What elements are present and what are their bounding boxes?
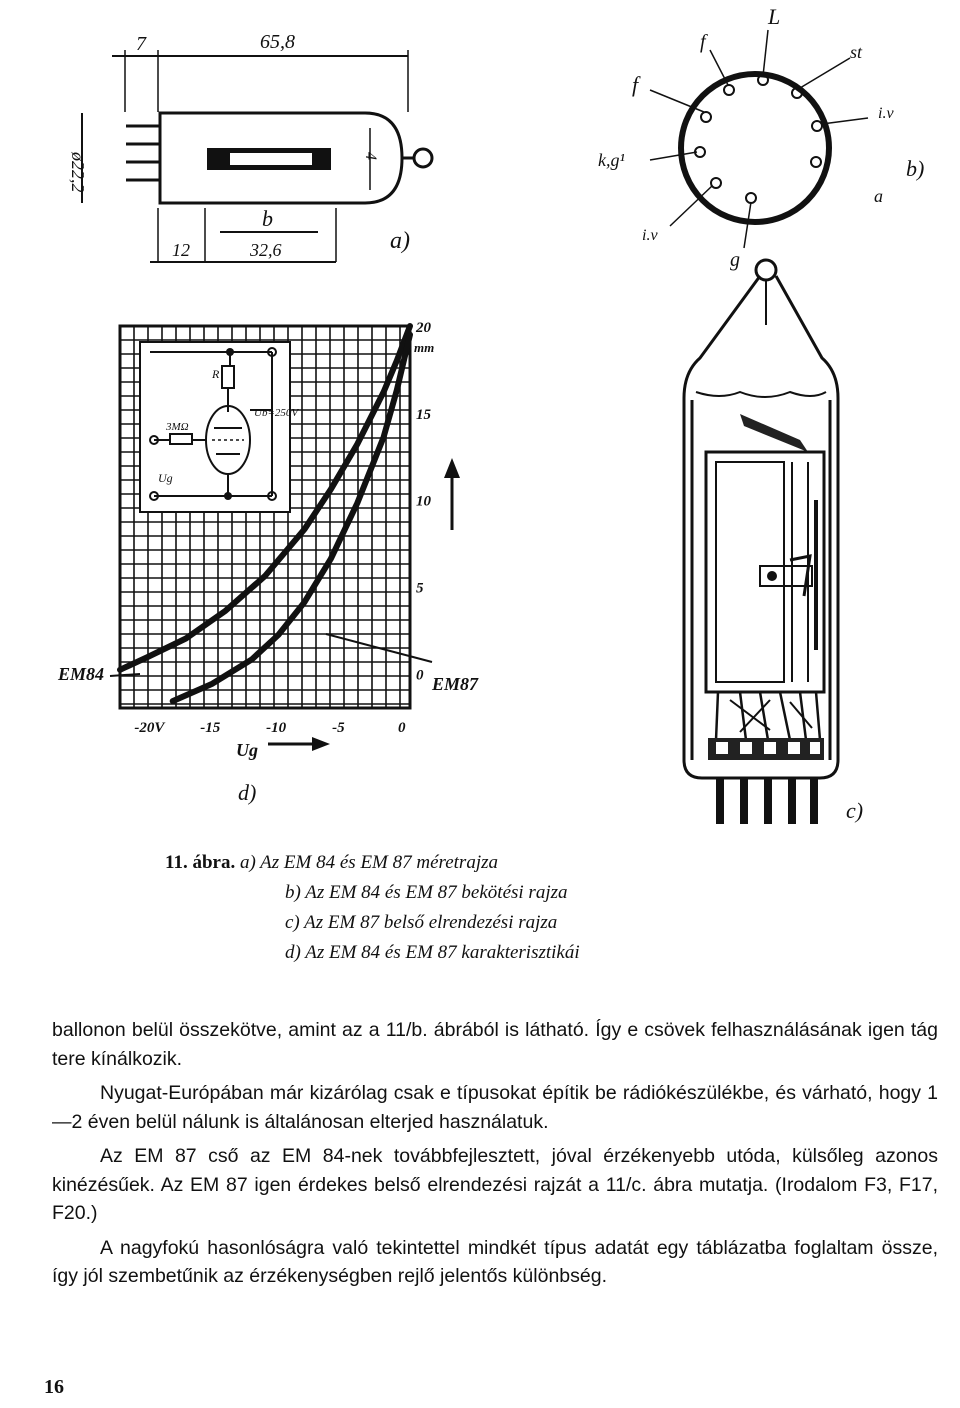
- dim-offset: 12: [172, 240, 190, 260]
- caption-line-b: b) Az EM 84 és EM 87 bekötési rajza: [285, 882, 568, 903]
- pin-label-f1: f: [700, 31, 706, 53]
- pin-label-iv1: i.v: [642, 227, 658, 244]
- y-unit-label: mm: [414, 340, 435, 355]
- body-text: [52, 1016, 938, 1297]
- pin-label-f2: f: [632, 72, 639, 97]
- panel-b-label: b): [906, 156, 925, 181]
- figure-caption: [165, 848, 785, 968]
- caption-line-c: c) Az EM 87 belső elrendezési rajza: [285, 912, 558, 933]
- x-tick-label: -10: [266, 720, 287, 736]
- dim-window: 4: [362, 152, 379, 160]
- dim-diameter: ø22,2: [68, 152, 88, 193]
- pin-label-g: g: [730, 249, 740, 271]
- x-tick-label: 0: [398, 720, 406, 736]
- panel-b-pin-diagram: [598, 4, 924, 271]
- caption-number: 11. ábra.: [165, 852, 236, 873]
- circuit-label-r: R: [212, 367, 220, 381]
- page-number: 16: [44, 1376, 64, 1398]
- caption-line-a: a) Az EM 84 és EM 87 méretrajza: [239, 852, 499, 873]
- y-tick-label: 15: [416, 406, 431, 423]
- circuit-label-ub: Ub=250V: [254, 407, 299, 419]
- pin-label-kg: k,g¹: [598, 150, 625, 170]
- x-tick-label: -15: [200, 720, 221, 736]
- panel-d-chart: [57, 320, 479, 805]
- pin-label-st: st: [850, 42, 863, 62]
- panel-a-label: a): [390, 228, 410, 254]
- paragraph-1: ballonon belül összekötve, amint az a 11/b. ábrából is látható. Így e csövek felhasználásának igen tág tere kínálkozik.: [52, 1019, 938, 1070]
- x-tick-label: -20V: [134, 720, 165, 736]
- dim-left: 7: [136, 33, 146, 55]
- y-tick-label: 5: [416, 580, 424, 597]
- circuit-label-rg: 3MΩ: [166, 421, 189, 433]
- caption-line-d: d) Az EM 84 és EM 87 karakterisztikái: [285, 942, 580, 963]
- x-axis-label: Ug: [236, 740, 258, 760]
- y-tick-label: 10: [416, 493, 431, 510]
- dim-total: 65,8: [260, 31, 295, 53]
- paragraph-4: A nagyfokú hasonlóságra való tekintettel mindkét típus adatát egy táblázatba foglaltam össze, így jól szembetűnik az érzékenységben rejlő jelentős különbség.: [52, 1236, 938, 1287]
- dim-window-length: 32,6: [250, 240, 282, 260]
- panel-c-internal-drawing: [684, 260, 863, 824]
- curve-label-em87: EM87: [432, 674, 479, 694]
- pin-label-iv2: i.v: [878, 105, 894, 122]
- y-tick-label: 20: [416, 320, 431, 336]
- paragraph-3: Az EM 87 cső az EM 84-nek továbbfejlesztett, jóval érzékenyebb utóda, külsőleg azonos kinézésűek. Az EM 87 igen érdekes belső elrendezési rajzát a 11/c. ábra mutatja. (Irodalom F3, F17, F20.): [52, 1145, 938, 1224]
- panel-c-label: c): [846, 798, 864, 823]
- x-tick-label: -5: [332, 720, 345, 736]
- pin-label-l: L: [768, 4, 781, 29]
- curve-label-em84: EM84: [58, 664, 105, 684]
- panel-a-dimension-drawing: [68, 31, 432, 262]
- y-tick-label: 0: [416, 667, 424, 684]
- pin-label-a: a: [874, 186, 883, 206]
- dim-b: b: [262, 206, 273, 231]
- circuit-label-ug: Ug: [158, 471, 173, 485]
- panel-d-label: d): [238, 780, 257, 805]
- paragraph-2: Nyugat-Európában már kizárólag csak e típusokat építik be rádiókészülékbe, és várható, hogy 1—2 éven belül nálunk is általánosan elterjed használatuk.: [52, 1082, 938, 1133]
